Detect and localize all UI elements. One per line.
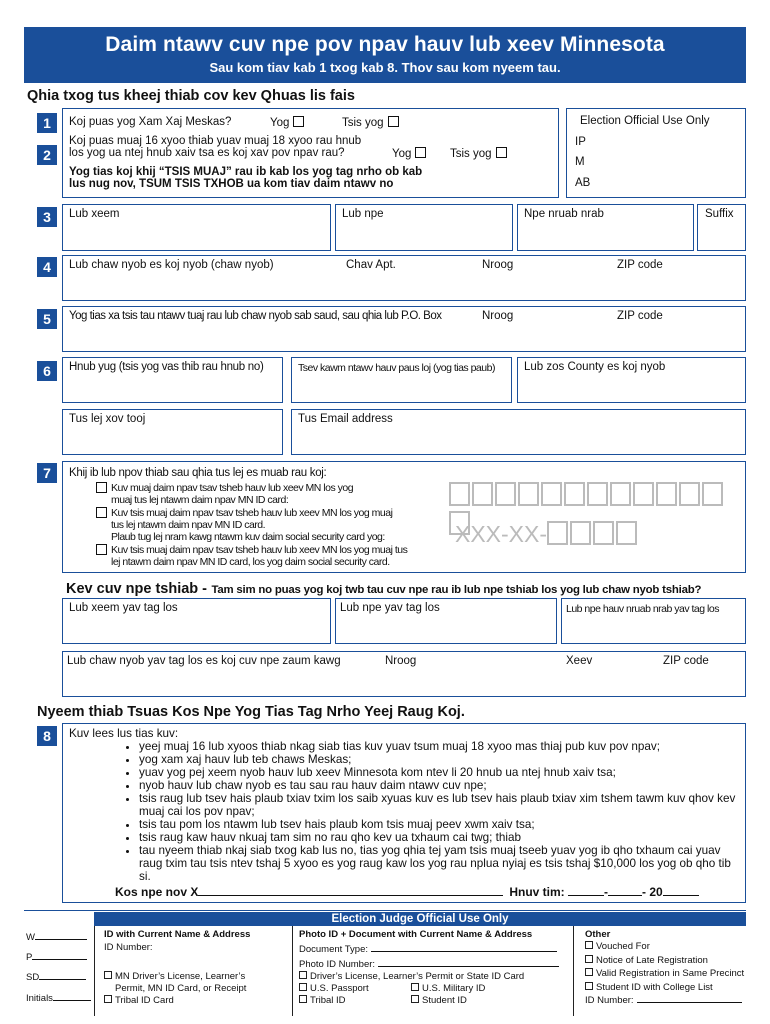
no-id-checkbox[interactable]	[96, 544, 107, 555]
age-no-checkbox[interactable]	[496, 147, 507, 158]
signature-heading: Nyeem thiab Tsuas Kos Npe Yog Tias Tag Nrho Yeej Raug Koj.	[37, 704, 465, 720]
col2-option3: U.S. Military ID	[411, 983, 485, 994]
oath-item: • tsis raug kaw hauv nkuaj tam sim no rau qho kev ua txhaum cai twg; thiab	[139, 831, 741, 844]
citizen-yes-checkbox[interactable]	[293, 116, 304, 127]
age-question-line1: Koj puas muaj 16 xyoo thiab yuav muaj 18 xyoo rau hnub	[69, 135, 362, 147]
suffix-label: Suffix	[705, 208, 734, 220]
date-month-input[interactable]	[568, 895, 604, 896]
oath-list	[125, 740, 741, 883]
first-name-label: Lub npe	[342, 208, 384, 220]
residence-address-label: Lub chaw nyob es koj nyob (chaw nyob)	[69, 259, 274, 271]
previous-registration-heading: Kev cuv npe tshiab - Tam sim no puas yog koj twb tau cuv npe rau ib lub npe tshiab los yog lub chaw nyob tshiab?	[66, 581, 702, 597]
last-name-field[interactable]	[62, 204, 331, 251]
age-yes-checkbox[interactable]	[415, 147, 426, 158]
col3-id-number: ID Number:	[585, 995, 742, 1006]
eligibility-box	[62, 108, 559, 198]
mailing-city-label: Nroog	[482, 310, 514, 322]
signature-line: Kos npe nov X Hnuv tim: - - 20	[115, 885, 699, 899]
oath-item: • tsis raug lub tsev hais plaub txiav txim los saib xyuas kuv es lub tsev hais plaub txiav xim tshem tawm kuv qhov kev muaj cai los pov npav;	[139, 792, 741, 818]
judge-initials: Initials	[26, 993, 91, 1004]
col2-option2-checkbox[interactable]	[299, 983, 307, 991]
initials-input[interactable]	[53, 1000, 91, 1001]
email-label: Tus Email address	[298, 413, 393, 425]
oath-item: • yuav yog pej xeem nyob hauv lub xeev Minnesota kom ntev li 20 hnub ua ntej hnub xaiv tsa;	[139, 766, 741, 779]
eligibility-warning-2: lus nug nov, TSUM TSIS TXHOB ua kom tiav daim ntawv no	[69, 178, 394, 190]
judge-precinct: P	[26, 952, 87, 963]
apt-label: Chav Apt.	[346, 259, 396, 271]
section-number-3: 3	[37, 207, 57, 227]
judge-sd: SD	[26, 972, 86, 983]
option2-line2: tus lej ntawm daim npav MN ID card.	[111, 519, 266, 531]
previous-address-field[interactable]	[62, 651, 746, 697]
signature-input[interactable]	[198, 895, 503, 896]
section-number-6: 6	[37, 361, 57, 381]
col2-option4: Tribal ID	[299, 995, 346, 1006]
ssn-prefix: XXX-XX-	[455, 521, 548, 547]
previous-first-name-label: Lub npe yav tag los	[340, 602, 440, 614]
previous-middle-name-field[interactable]	[561, 598, 746, 644]
middle-name-label: Npe nruab nrab	[524, 208, 604, 220]
id-number-box	[62, 461, 746, 573]
section-heading-identity: Qhia txog tus kheej thiab cov kev Qhuas lis fais	[27, 88, 355, 104]
previous-zip-label: ZIP code	[663, 655, 709, 667]
citizen-no[interactable]: Tsis yog	[342, 116, 399, 129]
col1-option2: Tribal ID Card	[104, 995, 174, 1006]
col1-heading: ID with Current Name & Address	[104, 929, 251, 940]
mailing-address-field[interactable]	[62, 306, 746, 352]
col2-option1-checkbox[interactable]	[299, 971, 307, 979]
middle-name-field[interactable]	[517, 204, 694, 251]
county-field[interactable]	[517, 357, 746, 403]
col1-id-number: ID Number:	[104, 942, 153, 953]
col2-heading: Photo ID + Document with Current Name & Address	[299, 929, 533, 940]
judge-ward: W	[26, 932, 87, 943]
col1-option1: MN Driver’s License, Learner’s	[104, 971, 245, 982]
form-subtitle: Sau kom tiav kab 1 txog kab 8. Thov sau kom nyeem tau.	[209, 60, 561, 75]
email-field[interactable]	[291, 409, 746, 455]
previous-middle-name-label: Lub npe hauv nruab nrab yav tag los	[566, 603, 719, 615]
col3-option2: Notice of Late Registration	[585, 955, 708, 966]
col2-photo-id: Photo ID Number:	[299, 959, 559, 970]
col3-option4-checkbox[interactable]	[585, 982, 593, 990]
section-number-2: 2	[37, 145, 57, 165]
drivers-license-checkbox[interactable]	[96, 482, 107, 493]
col3-option3-checkbox[interactable]	[585, 968, 593, 976]
phone-field[interactable]	[62, 409, 283, 455]
previous-last-name-field[interactable]	[62, 598, 331, 644]
citizen-question: Koj puas yog Xam Xaj Meskas?	[69, 116, 232, 128]
official-use-box	[566, 108, 746, 198]
oath-item: • yog xam xaj hauv lub teb chaws Meskas;	[139, 753, 741, 766]
form-banner	[24, 27, 746, 83]
col3-option2-checkbox[interactable]	[585, 955, 593, 963]
col2-option3-checkbox[interactable]	[411, 983, 419, 991]
col3-option4: Student ID with College List	[585, 982, 713, 993]
age-no[interactable]: Tsis yog	[450, 147, 507, 160]
mailing-zip-label: ZIP code	[617, 310, 663, 322]
eligibility-warning-1: Yog tias koj khij “TSIS MUAJ” rau ib kab los yog tag nrho ob kab	[69, 166, 423, 178]
option1-line2: muaj tus lej ntawm daim npav MN ID card:	[111, 494, 289, 506]
oath-item: • tau nyeem thiab nkaj siab txog kab lus no, tias yog qhia tej yam tsis muaj tseeb yuav yog ib qho txhaum cai yuav raug txim tau tsis ntev tshaj 5 xyoo es yog raug kaw los yog rau nplua nyiaj es tsis tshaj $10,000 los yog ob qho tib si.	[139, 844, 741, 883]
previous-address-label: Lub chaw nyob yav tag los es koj cuv npe zaum kawg	[67, 655, 341, 667]
zip-label: ZIP code	[617, 259, 663, 271]
col1-option2-checkbox[interactable]	[104, 995, 112, 1003]
option2-line3: Plaub tug lej nram kawg ntawm kuv daim social security card yog:	[111, 531, 385, 543]
mailing-address-label: Yog tias xa tsis tau ntawv tuaj rau lub chaw nyob sab saud, sau qhia lub P.O. Box	[69, 310, 442, 322]
date-label: Hnuv tim:	[509, 885, 565, 899]
id-intro: Khij ib lub npov thiab sau qhia tus lej es muab rau koj:	[69, 467, 327, 479]
section-number-8: 8	[37, 726, 57, 746]
judge-col-divider-1	[94, 926, 95, 1016]
col2-option1: Driver’s License, Learner’s Permit or State ID Card	[299, 971, 524, 982]
official-ip: IP	[575, 136, 586, 148]
col1-option1-checkbox[interactable]	[104, 971, 112, 979]
col3-option3: Valid Registration in Same Precinct	[585, 968, 744, 979]
age-question-line2: los yog ua ntej hnub xaiv tsa es koj xav pov npav rau?	[69, 147, 345, 159]
age-yes[interactable]: Yog	[392, 147, 426, 160]
col2-option2: U.S. Passport	[299, 983, 369, 994]
birth-date-field[interactable]	[62, 357, 283, 403]
official-use-title: Election Official Use Only	[580, 115, 710, 127]
phone-label: Tus lej xov tooj	[69, 413, 146, 425]
first-name-field[interactable]	[335, 204, 513, 251]
signature-label: Kos npe nov X	[115, 885, 199, 899]
official-ab: AB	[575, 177, 591, 189]
col3-option1: Vouched For	[585, 941, 650, 952]
section-number-5: 5	[37, 309, 57, 329]
citizen-no-checkbox[interactable]	[388, 116, 399, 127]
previous-city-label: Nroog	[385, 655, 417, 667]
date-year-input[interactable]	[663, 895, 699, 896]
judge-divider	[24, 910, 746, 911]
birth-date-label: Hnub yug (tsis yog vas thib rau hnub no)	[69, 361, 264, 373]
school-label: Tsev kawm ntawv hauv paus loj (yog tias paub)	[298, 362, 495, 374]
col3-option1-checkbox[interactable]	[585, 941, 593, 949]
section-number-1: 1	[37, 113, 57, 133]
ssn-checkbox[interactable]	[96, 507, 107, 518]
school-field[interactable]	[291, 357, 512, 403]
col2-option5-checkbox[interactable]	[411, 995, 419, 1003]
precinct-input[interactable]	[32, 959, 87, 960]
col3-id-input[interactable]	[637, 1002, 742, 1003]
last-name-label: Lub xeem	[69, 208, 120, 220]
option2-line1: Kuv tsis muaj daim npav tsav tsheb hauv lub xeev MN los yog muaj	[111, 507, 393, 519]
col2-doc-type: Document Type:	[299, 944, 557, 955]
previous-last-name-label: Lub xeem yav tag los	[69, 602, 178, 614]
previous-first-name-field[interactable]	[335, 598, 557, 644]
col2-option5: Student ID	[411, 995, 467, 1006]
residence-address-field[interactable]	[62, 255, 746, 301]
judge-title: Election Judge Official Use Only	[94, 912, 746, 926]
section-number-4: 4	[37, 257, 57, 277]
county-label: Lub zos County es koj nyob	[524, 361, 666, 373]
city-label: Nroog	[482, 259, 514, 271]
col1-option1-line2: Permit, MN ID Card, or Receipt	[115, 983, 247, 994]
option1-line1: Kuv muaj daim npav tsav tsheb hauv lub xeev MN los yog	[111, 482, 354, 494]
suffix-field[interactable]	[697, 204, 746, 251]
doc-type-input[interactable]	[371, 951, 557, 952]
form-title: Daim ntawv cuv npe pov npav hauv lub xeev Minnesota	[105, 33, 665, 56]
judge-col-divider-3	[573, 926, 574, 1016]
photo-id-input[interactable]	[378, 966, 559, 967]
col3-heading: Other	[585, 929, 611, 940]
official-m: M	[575, 156, 585, 168]
ward-input[interactable]	[35, 939, 87, 940]
ssn-input[interactable]	[455, 521, 639, 550]
option3-line2: lej ntawm daim npav MN ID card, los yog daim social security card.	[111, 556, 390, 568]
oath-box	[62, 723, 746, 903]
oath-intro: Kuv lees lus tias kuv:	[69, 727, 179, 740]
date-year-prefix: - 20	[642, 885, 663, 899]
previous-state-label: Xeev	[566, 655, 593, 667]
oath-item: • yeej muaj 16 lub xyoos thiab nkag siab tias kuv yuav tsum muaj 18 xyoo mas thiaj pub kuv pov npav;	[139, 740, 741, 753]
oath-item: • nyob hauv lub chaw nyob es tau sau rau hauv daim ntawv cuv npe;	[139, 779, 741, 792]
section-number-7: 7	[37, 463, 57, 483]
judge-col-divider-2	[292, 926, 293, 1016]
date-day-input[interactable]	[608, 895, 642, 896]
option3-line1: Kuv tsis muaj daim npav tsav tsheb hauv lub xeev MN los yog muaj tus	[111, 544, 408, 556]
oath-item: • tsis tau pom los ntawm lub tsev hais plaub kom tsis muaj peev xwm xaiv tsa;	[139, 818, 741, 831]
citizen-yes[interactable]: Yog	[270, 116, 304, 129]
sd-input[interactable]	[39, 979, 86, 980]
col2-option4-checkbox[interactable]	[299, 995, 307, 1003]
